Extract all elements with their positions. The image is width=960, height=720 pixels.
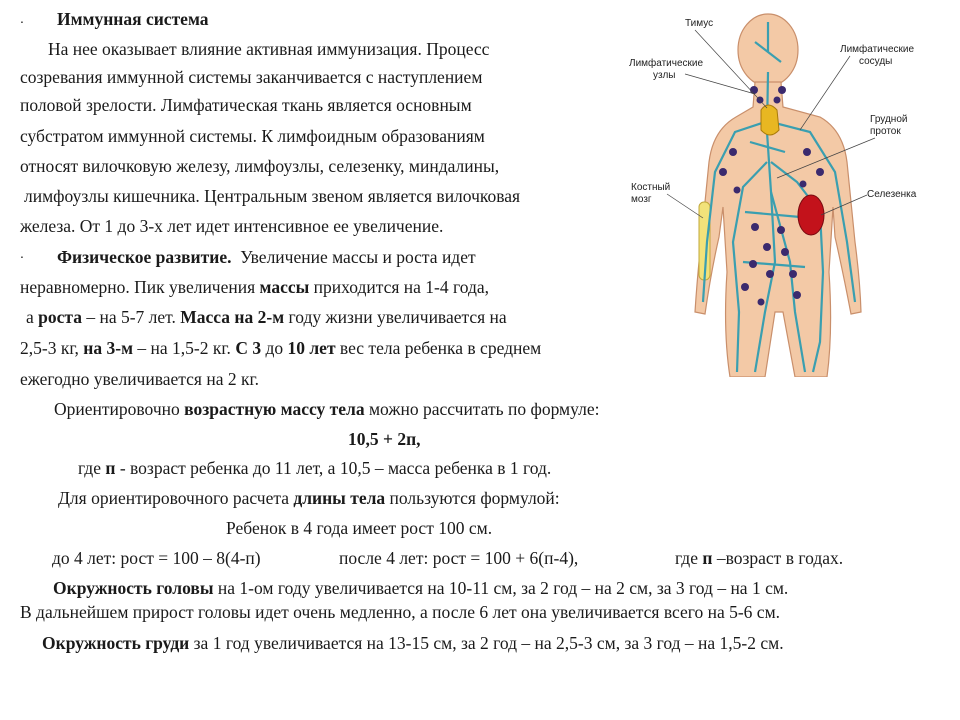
- bullet-immune: .: [20, 10, 24, 26]
- immune-line-3: половой зрелости. Лимфатическая ткань является основным: [20, 95, 472, 115]
- thymus-gland: [761, 105, 779, 135]
- immune-line-5: относят вилочковую железу, лимфоузлы, селезенку, миндалины,: [20, 156, 500, 176]
- height-formula-where: где п –возраст в годах.: [675, 548, 844, 568]
- mass-formula: 10,5 + 2п,: [348, 429, 421, 449]
- height-formula-intro: Для ориентировочного расчета длины тела пользуются формулой:: [58, 488, 560, 508]
- immune-line-6: лимфоузлы кишечника. Центральным звеном является вилочковая: [24, 186, 521, 206]
- child-body-silhouette: [695, 14, 861, 377]
- head-circumference-line-1: Окружность головы на 1-ом году увеличивается на 10-11 см, за 2 год – на 2 см, за 3 год – на 1 см.: [53, 578, 789, 598]
- label-lymph-nodes: Лимфатические узлы: [629, 58, 704, 81]
- physical-line-3: а роста – на 5-7 лет. Масса на 2-м году жизни увеличивается на: [26, 307, 507, 327]
- chest-circumference-line: Окружность груди за 1 год увеличивается на 13-15 см, за 2 год – на 2,5-3 см, за 3 год – на 1,5-2 см.: [42, 633, 784, 653]
- head-circumference-line-2: В дальнейшем прирост головы идет очень медленно, а после 6 лет она увеличивается всего на 5-6 см.: [20, 602, 781, 622]
- physical-line-1: Физическое развитие. Увеличение массы и роста идет: [57, 247, 476, 267]
- immune-line-7: железа. От 1 до 3-х лет идет интенсивное ее увеличение.: [20, 216, 444, 236]
- immune-line-1: На нее оказывает влияние активная иммунизация. Процесс: [48, 39, 490, 59]
- spleen-organ: [798, 195, 824, 235]
- immune-line-4: субстратом иммунной системы. К лимфоидным образованиям: [20, 126, 485, 146]
- lymphatic-system-illustration: [615, 12, 960, 377]
- label-thoracic-duct: Грудной проток: [870, 114, 908, 137]
- mass-formula-where: где п - возраст ребенка до 11 лет, а 10,5 – масса ребенка в 1 год.: [78, 458, 552, 478]
- label-lymph-vessels: Лимфатические сосуды: [840, 44, 915, 67]
- height-formula-under-4: до 4 лет: рост = 100 – 8(4-п): [52, 548, 261, 568]
- mass-formula-intro: Ориентировочно возрастную массу тела можно рассчитать по формуле:: [54, 399, 600, 419]
- label-spleen: Селезенка: [867, 189, 917, 200]
- physical-line-2: неравномерно. Пик увеличения массы приходится на 1-4 года,: [20, 277, 490, 297]
- height-reference: Ребенок в 4 года имеет рост 100 см.: [226, 518, 493, 538]
- label-bone-marrow: Костный мозг: [631, 182, 671, 205]
- immune-title: Иммунная система: [57, 9, 209, 29]
- physical-line-4: 2,5-3 кг, на 3-м – на 1,5-2 кг. С 3 до 10 лет вес тела ребенка в среднем: [20, 338, 542, 358]
- bullet-physical: .: [20, 245, 24, 261]
- immune-line-2: созревания иммунной системы заканчивается с наступлением: [20, 67, 483, 87]
- label-thymus: Тимус: [685, 18, 714, 29]
- height-formula-over-4: после 4 лет: рост = 100 + 6(п-4),: [339, 548, 579, 568]
- physical-line-5: ежегодно увеличивается на 2 кг.: [20, 369, 260, 389]
